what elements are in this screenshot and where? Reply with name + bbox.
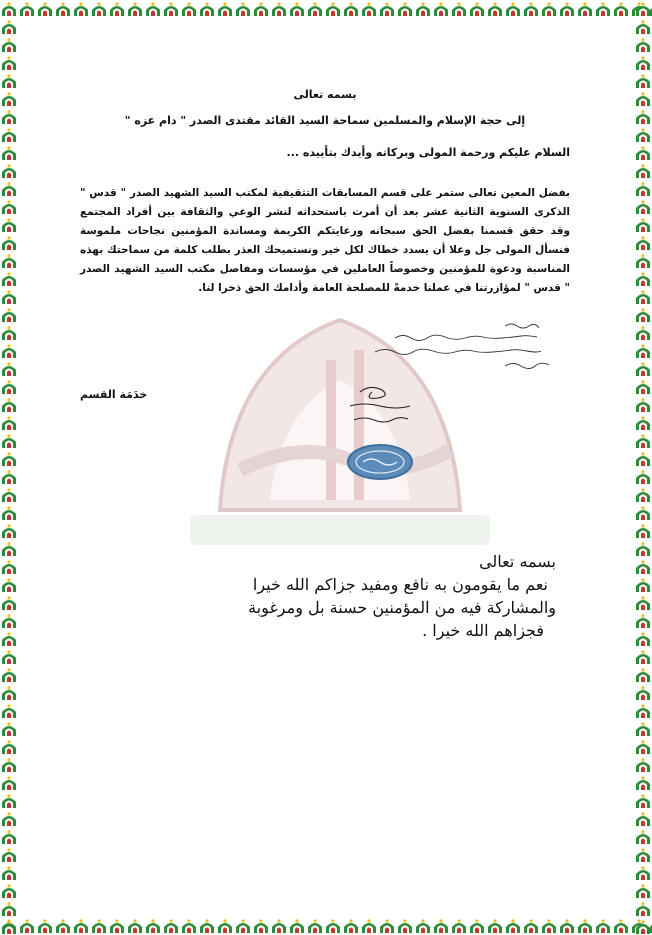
- mosque-dome-ornament-icon: [0, 198, 18, 216]
- mosque-dome-ornament-icon: [432, 0, 450, 18]
- mosque-dome-ornament-icon: [0, 72, 18, 90]
- mosque-dome-ornament-icon: [450, 0, 468, 18]
- mosque-dome-ornament-icon: [432, 917, 450, 935]
- mosque-dome-ornament-icon: [0, 576, 18, 594]
- mosque-dome-ornament-icon: [288, 0, 306, 18]
- mosque-dome-ornament-icon: [634, 252, 652, 270]
- letter-addressee: إلى حجة الإسلام والمسلمين سماحة السيد القائد مقتدى الصدر " دام عزه ": [124, 114, 526, 127]
- reply-line: فجزاهم الله خيرا .: [422, 621, 544, 640]
- mosque-dome-ornament-icon: [634, 612, 652, 630]
- mosque-dome-ornament-icon: [414, 0, 432, 18]
- mosque-dome-ornament-icon: [634, 792, 652, 810]
- mosque-dome-ornament-icon: [634, 306, 652, 324]
- mosque-dome-ornament-icon: [0, 900, 18, 918]
- mosque-dome-ornament-icon: [0, 648, 18, 666]
- mosque-dome-ornament-icon: [634, 18, 652, 36]
- mosque-dome-ornament-icon: [634, 126, 652, 144]
- mosque-dome-ornament-icon: [486, 0, 504, 18]
- mosque-dome-ornament-icon: [634, 0, 652, 18]
- decorative-border-bottom: [0, 917, 652, 935]
- decorative-border-left: [0, 0, 18, 935]
- mosque-dome-ornament-icon: [0, 252, 18, 270]
- mosque-dome-ornament-icon: [180, 0, 198, 18]
- mosque-dome-ornament-icon: [252, 917, 270, 935]
- mosque-dome-ornament-icon: [634, 900, 652, 918]
- mosque-dome-ornament-icon: [634, 558, 652, 576]
- mosque-dome-ornament-icon: [634, 144, 652, 162]
- mosque-dome-ornament-icon: [0, 396, 18, 414]
- mosque-dome-ornament-icon: [0, 486, 18, 504]
- mosque-dome-ornament-icon: [0, 594, 18, 612]
- mosque-dome-ornament-icon: [634, 576, 652, 594]
- mosque-dome-ornament-icon: [634, 522, 652, 540]
- mosque-dome-ornament-icon: [0, 828, 18, 846]
- mosque-dome-ornament-icon: [0, 666, 18, 684]
- mosque-dome-ornament-icon: [634, 684, 652, 702]
- mosque-dome-ornament-icon: [0, 342, 18, 360]
- mosque-dome-ornament-icon: [360, 0, 378, 18]
- mosque-dome-ornament-icon: [0, 54, 18, 72]
- mosque-dome-ornament-icon: [0, 558, 18, 576]
- mosque-dome-ornament-icon: [0, 882, 18, 900]
- mosque-dome-ornament-icon: [0, 36, 18, 54]
- mosque-dome-ornament-icon: [342, 917, 360, 935]
- mosque-dome-ornament-icon: [270, 0, 288, 18]
- mosque-dome-ornament-icon: [634, 450, 652, 468]
- mosque-dome-ornament-icon: [0, 846, 18, 864]
- mosque-dome-ornament-icon: [522, 0, 540, 18]
- mosque-dome-ornament-icon: [634, 648, 652, 666]
- mosque-dome-ornament-icon: [0, 0, 18, 18]
- mosque-dome-ornament-icon: [540, 917, 558, 935]
- mosque-dome-ornament-icon: [0, 756, 18, 774]
- mosque-dome-ornament-icon: [0, 270, 18, 288]
- mosque-dome-ornament-icon: [634, 846, 652, 864]
- mosque-dome-ornament-icon: [216, 0, 234, 18]
- mosque-dome-ornament-icon: [36, 917, 54, 935]
- mosque-dome-ornament-icon: [144, 0, 162, 18]
- mosque-dome-ornament-icon: [90, 0, 108, 18]
- mosque-dome-ornament-icon: [0, 864, 18, 882]
- mosque-dome-ornament-icon: [634, 468, 652, 486]
- mosque-dome-ornament-icon: [234, 917, 252, 935]
- mosque-dome-ornament-icon: [342, 0, 360, 18]
- mosque-dome-ornament-icon: [144, 917, 162, 935]
- mosque-dome-ornament-icon: [634, 774, 652, 792]
- mosque-dome-ornament-icon: [540, 0, 558, 18]
- mosque-dome-ornament-icon: [576, 917, 594, 935]
- mosque-dome-ornament-icon: [324, 917, 342, 935]
- mosque-dome-ornament-icon: [634, 396, 652, 414]
- mosque-dome-ornament-icon: [126, 0, 144, 18]
- mosque-dome-ornament-icon: [162, 917, 180, 935]
- mosque-dome-ornament-icon: [18, 0, 36, 18]
- mosque-dome-ornament-icon: [0, 522, 18, 540]
- mosque-dome-ornament-icon: [0, 702, 18, 720]
- mosque-dome-ornament-icon: [0, 684, 18, 702]
- mosque-dome-ornament-icon: [18, 917, 36, 935]
- mosque-dome-ornament-icon: [0, 288, 18, 306]
- mosque-dome-ornament-icon: [634, 486, 652, 504]
- mosque-dome-ornament-icon: [634, 360, 652, 378]
- mosque-dome-ornament-icon: [634, 540, 652, 558]
- mosque-dome-ornament-icon: [634, 756, 652, 774]
- mosque-dome-ornament-icon: [0, 306, 18, 324]
- mosque-dome-ornament-icon: [612, 917, 630, 935]
- mosque-dome-ornament-icon: [634, 162, 652, 180]
- mosque-dome-ornament-icon: [0, 90, 18, 108]
- mosque-dome-ornament-icon: [634, 720, 652, 738]
- mosque-dome-ornament-icon: [378, 917, 396, 935]
- mosque-dome-ornament-icon: [0, 630, 18, 648]
- mosque-dome-ornament-icon: [634, 36, 652, 54]
- mosque-dome-ornament-icon: [0, 468, 18, 486]
- decorative-border-top: [0, 0, 652, 18]
- mosque-dome-ornament-icon: [634, 288, 652, 306]
- mosque-dome-ornament-icon: [634, 882, 652, 900]
- mosque-dome-ornament-icon: [378, 0, 396, 18]
- mosque-dome-ornament-icon: [0, 234, 18, 252]
- mosque-dome-ornament-icon: [634, 108, 652, 126]
- mosque-dome-ornament-icon: [0, 414, 18, 432]
- mosque-dome-ornament-icon: [576, 0, 594, 18]
- mosque-dome-ornament-icon: [504, 0, 522, 18]
- mosque-dome-ornament-icon: [634, 864, 652, 882]
- reply-line: بسمه تعالى: [479, 552, 556, 571]
- mosque-dome-ornament-icon: [486, 917, 504, 935]
- mosque-dome-ornament-icon: [360, 917, 378, 935]
- handwritten-signature: [330, 380, 440, 430]
- mosque-dome-ornament-icon: [558, 917, 576, 935]
- mosque-dome-ornament-icon: [162, 0, 180, 18]
- mosque-dome-ornament-icon: [54, 0, 72, 18]
- mosque-dome-ornament-icon: [36, 0, 54, 18]
- mosque-dome-ornament-icon: [288, 917, 306, 935]
- mosque-dome-ornament-icon: [108, 0, 126, 18]
- mosque-dome-ornament-icon: [634, 666, 652, 684]
- mosque-dome-ornament-icon: [396, 0, 414, 18]
- mosque-dome-ornament-icon: [450, 917, 468, 935]
- mosque-dome-ornament-icon: [216, 917, 234, 935]
- mosque-dome-ornament-icon: [634, 828, 652, 846]
- letter-greeting: السلام عليكم ورحمة المولى وبركاته وأيدك بتأييده ...: [286, 146, 570, 159]
- mosque-dome-ornament-icon: [0, 180, 18, 198]
- mosque-dome-ornament-icon: [634, 594, 652, 612]
- mosque-dome-ornament-icon: [634, 54, 652, 72]
- mosque-dome-ornament-icon: [0, 450, 18, 468]
- mosque-dome-ornament-icon: [634, 810, 652, 828]
- mosque-dome-ornament-icon: [634, 216, 652, 234]
- mosque-dome-ornament-icon: [0, 18, 18, 36]
- mosque-dome-ornament-icon: [594, 0, 612, 18]
- mosque-dome-ornament-icon: [414, 917, 432, 935]
- mosque-dome-ornament-icon: [198, 917, 216, 935]
- mosque-dome-ornament-icon: [90, 917, 108, 935]
- mosque-dome-ornament-icon: [72, 0, 90, 18]
- mosque-dome-ornament-icon: [0, 360, 18, 378]
- mosque-dome-ornament-icon: [558, 0, 576, 18]
- mosque-dome-ornament-icon: [0, 378, 18, 396]
- mosque-dome-ornament-icon: [634, 432, 652, 450]
- mosque-dome-ornament-icon: [634, 72, 652, 90]
- mosque-dome-ornament-icon: [0, 144, 18, 162]
- mosque-dome-ornament-icon: [54, 917, 72, 935]
- mosque-dome-ornament-icon: [0, 792, 18, 810]
- reply-line: والمشاركة فيه من المؤمنين حسنة بل ومرغوبة: [248, 598, 556, 617]
- mosque-dome-ornament-icon: [0, 612, 18, 630]
- mosque-dome-ornament-icon: [126, 917, 144, 935]
- mosque-dome-ornament-icon: [0, 504, 18, 522]
- mosque-dome-ornament-icon: [468, 0, 486, 18]
- mosque-dome-ornament-icon: [468, 917, 486, 935]
- mosque-dome-ornament-icon: [634, 180, 652, 198]
- mosque-dome-ornament-icon: [0, 774, 18, 792]
- mosque-dome-ornament-icon: [306, 0, 324, 18]
- mosque-dome-ornament-icon: [0, 810, 18, 828]
- mosque-dome-ornament-icon: [522, 917, 540, 935]
- mosque-dome-ornament-icon: [634, 504, 652, 522]
- mosque-dome-ornament-icon: [306, 917, 324, 935]
- mosque-dome-ornament-icon: [634, 270, 652, 288]
- mosque-dome-ornament-icon: [634, 918, 652, 935]
- mosque-dome-ornament-icon: [270, 917, 288, 935]
- letter-signoff: خدَمَة القسم: [80, 388, 148, 401]
- mosque-dome-ornament-icon: [612, 0, 630, 18]
- mosque-dome-ornament-icon: [198, 0, 216, 18]
- letter-heading: بسمه تعالى: [293, 88, 357, 101]
- mosque-dome-ornament-icon: [0, 738, 18, 756]
- mosque-dome-ornament-icon: [634, 90, 652, 108]
- mosque-dome-ornament-icon: [0, 126, 18, 144]
- mosque-dome-ornament-icon: [634, 630, 652, 648]
- mosque-dome-ornament-icon: [634, 234, 652, 252]
- mosque-dome-ornament-icon: [634, 342, 652, 360]
- decorative-border-right: [634, 0, 652, 935]
- mosque-dome-ornament-icon: [0, 720, 18, 738]
- mosque-dome-ornament-icon: [0, 432, 18, 450]
- mosque-dome-ornament-icon: [504, 917, 522, 935]
- handwritten-reply: [136, 550, 556, 642]
- mosque-dome-ornament-icon: [634, 702, 652, 720]
- mosque-dome-ornament-icon: [108, 917, 126, 935]
- office-seal-stamp: [345, 442, 415, 482]
- mosque-dome-ornament-icon: [634, 324, 652, 342]
- mosque-dome-ornament-icon: [72, 917, 90, 935]
- mosque-dome-ornament-icon: [0, 162, 18, 180]
- reply-line: نعم ما يقومون به نافع ومفيد جزاكم الله خيرا: [252, 575, 548, 594]
- handwritten-annotation: [355, 320, 570, 380]
- mosque-dome-ornament-icon: [396, 917, 414, 935]
- mosque-dome-ornament-icon: [0, 918, 18, 935]
- mosque-dome-ornament-icon: [252, 0, 270, 18]
- mosque-dome-ornament-icon: [180, 917, 198, 935]
- mosque-dome-ornament-icon: [234, 0, 252, 18]
- mosque-dome-ornament-icon: [634, 378, 652, 396]
- mosque-dome-ornament-icon: [634, 414, 652, 432]
- mosque-dome-ornament-icon: [324, 0, 342, 18]
- mosque-dome-ornament-icon: [634, 738, 652, 756]
- mosque-dome-ornament-icon: [594, 917, 612, 935]
- mosque-dome-ornament-icon: [634, 198, 652, 216]
- mosque-dome-ornament-icon: [0, 540, 18, 558]
- mosque-dome-ornament-icon: [0, 324, 18, 342]
- mosque-dome-ornament-icon: [0, 216, 18, 234]
- letter-body: بفضل المعين تعالى ستمر على قسم المسابقات التثقيفية لمكتب السيد الشهيد الصدر " قدس " الذكرى السنوية الثانية عشر بعد أن أمرت باستحداثه لنشر الوعي والثقافة بين أفراد المجتمع وقد حقق قسمنا بفضل الحق سبحانه ورعايتكم الكريمة ومساندة المؤمنين نجاحات ملموسة فنسأل المولى جل وعلا أن يسدد خطاك لكل خير ونستميحك العذر بطلب كلمة من سماحتك بهذه المناسبة ودعوة للمؤمنين وخصوصاً العاملين في مؤسسات ومفاصل مكتب السيد الشهيد الصدر " قدس " لمؤازرتنا في عملنا خدمةً للمصلحة العامة وأدامك الحق ذخرا لنا.: [80, 187, 570, 294]
- mosque-dome-ornament-icon: [0, 108, 18, 126]
